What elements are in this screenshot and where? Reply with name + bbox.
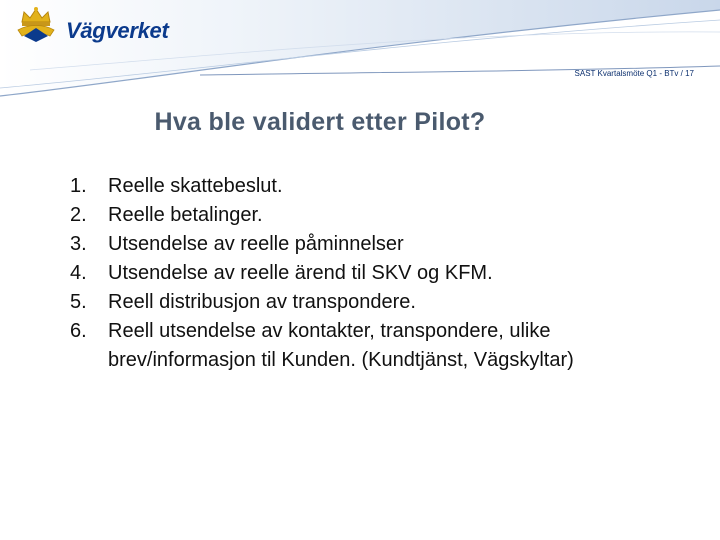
meeting-reference: SAST Kvartalsmöte Q1 - BTv / 17 <box>574 69 694 78</box>
validation-list <box>70 172 690 375</box>
vagverket-logo <box>14 6 174 46</box>
list-item-number: 5. <box>70 291 87 313</box>
list-item <box>70 259 690 288</box>
list-item <box>70 201 690 230</box>
list-item <box>70 172 690 201</box>
slide-title: Hva ble validert etter Pilot? <box>154 108 486 136</box>
list-item-text: Reell utsendelse av kontakter, transpondere, ulike brev/informasjon til Kunden. (Kundtjänst, Vägskyltar) <box>108 320 574 371</box>
list-item-text: Utsendelse av reelle påminnelser <box>108 233 404 255</box>
list-item-number: 1. <box>70 175 87 197</box>
list-item <box>70 317 690 375</box>
list-item-number: 2. <box>70 204 87 226</box>
list-item-text: Reelle betalinger. <box>108 204 263 226</box>
list-item <box>70 230 690 259</box>
list-item-number: 4. <box>70 262 87 284</box>
list-item-text: Reelle skattebeslut. <box>108 175 283 197</box>
list-item-number: 6. <box>70 320 87 342</box>
list-item-text: Reell distribusjon av transpondere. <box>108 291 416 313</box>
list-item <box>70 288 690 317</box>
list-item-text: Utsendelse av reelle ärend til SKV og KFM. <box>108 262 493 284</box>
crown-emblem-icon <box>14 6 58 44</box>
list-item-number: 3. <box>70 233 87 255</box>
logo-text: Vägverket <box>66 18 169 43</box>
